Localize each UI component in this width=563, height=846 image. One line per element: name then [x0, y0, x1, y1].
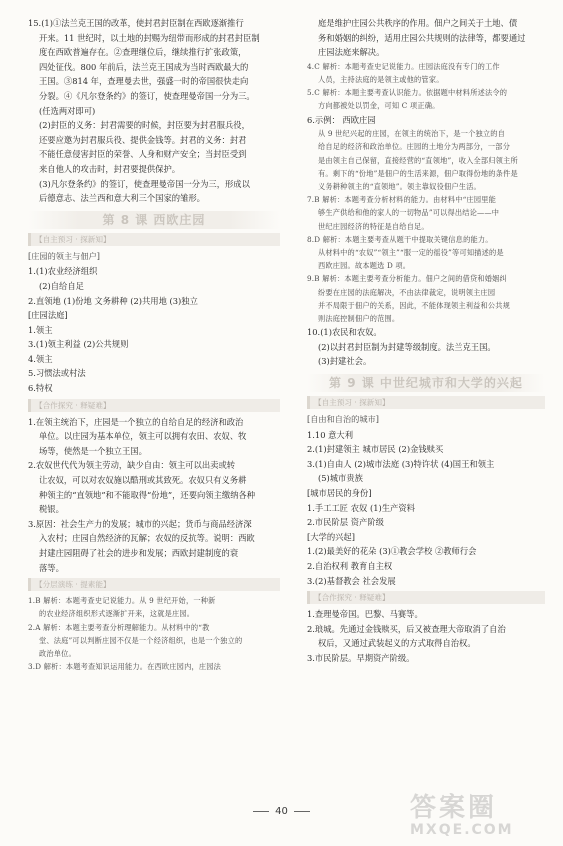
- text-line: 庄园法庭来解决。: [318, 47, 385, 58]
- lesson-8-title: 第 8 课 西欧庄园: [28, 211, 280, 229]
- text-line: 庭是维护庄园公共秩序的作用。佃户之间关于土地、债: [318, 18, 518, 28]
- subheading-manor-lord: [庄园的领主与佃户]: [28, 250, 100, 261]
- text-line: 2.A 解析：本题主要考查分析理解能力。从材料中的“教: [28, 622, 210, 632]
- text-line: [庄园法庭]: [28, 310, 68, 321]
- subheading-free-city: [自由和自治的城市]: [307, 414, 379, 425]
- text-line: 给自足的经济和政治单位。庄园的土地分为两部分，一部分: [318, 142, 511, 152]
- text-line: 10.(1)农民和农奴。: [307, 327, 382, 338]
- answer-block-preview: [28, 264, 280, 395]
- text-line: 够生产供给和他的家人的一切物品”可以得出结论——中: [318, 208, 500, 218]
- text-line: 2.(1)封建领主 城市居民 (2)金钱赎买: [307, 444, 444, 455]
- text-line: (任选两对即可): [39, 105, 96, 116]
- text-line: [大学的兴起]: [307, 531, 355, 542]
- text-line: 让农奴，可以对农奴施以酷刑或其致死。农奴只有义务耕: [39, 475, 247, 486]
- text-line: 1.10 意大利: [307, 429, 354, 440]
- text-line: 2.琅城。先通过金钱赎买，后又被查理大帝取消了自治: [307, 623, 506, 634]
- text-line: 1.B 解析：本题考查史记说能力。从 9 世纪开始，一种新: [28, 596, 216, 606]
- text-line: 封建庄园阻碍了社会的进步和发展；西欧封建制度的衰: [39, 548, 239, 558]
- text-line: 方向都被处以罚金，可知 C 项正确。: [318, 101, 440, 111]
- band-cooperation: 【合作探究 · 释疑难】: [28, 399, 280, 412]
- text-line: 并不局限于佃户的关系，因此，不能体现领主利益和公共规: [318, 300, 511, 310]
- text-line: 6.特权: [28, 383, 53, 394]
- lesson-9-title: 第 9 课 中世纪城市和大学的兴起: [307, 374, 545, 392]
- text-line: (5)城市贵族: [318, 473, 363, 484]
- text-line: 从材料中的“农奴”“领主”“服一定的徭役”等可知描述的是: [318, 248, 504, 258]
- text-line: 则法庭控制佃户的范围。: [318, 314, 400, 324]
- text-line: 义务耕种领主的“直领地”。领主靠奴役佃户生活。: [318, 182, 481, 191]
- band-practice: 【分层演练 · 提素能】: [28, 578, 280, 591]
- text-line: (3)凡尔登条约》的签订，使查理曼帝国一分为三，形成以: [39, 178, 250, 189]
- text-line: 1.查理曼帝国。巴黎、马赛等。: [307, 609, 423, 620]
- band-preview: 【自主预习 · 探新知】: [28, 233, 280, 246]
- text-line: 分裂。④《凡尔登条约》的签订，使查理曼帝国一分为三。: [39, 90, 255, 101]
- text-line: 纷要在庄园的法庭解决，不由法律裁定，说明领主庄园: [318, 287, 496, 297]
- text-line: (2)以封君封臣制为封建等级制度。法兰克王国。: [318, 341, 496, 352]
- text-line: 2.直领地 (1)份地 文务耕种 (2)共用地 (3)独立: [28, 295, 198, 306]
- text-line: [城市居民的身份]: [307, 487, 372, 498]
- text-line: 世纪庄园经济的特征是自给自足。: [318, 221, 429, 231]
- band-preview-9: 【自主预习 · 探新知】: [307, 396, 545, 409]
- text-line: 税银。: [39, 504, 64, 515]
- text-line: 堂、法庭”可以判断庄园不仅是一个经济组织，也是一个独立的: [39, 635, 243, 645]
- text-line: 8.D 解析：本题主要考查从题干中提取关键信息的能力。: [307, 234, 493, 244]
- text-line: 4.C 解析：本题考查史记说能力。庄园法庭没有专门的工作: [307, 61, 500, 71]
- text-line: 5.C 解析：本题主要考查认识能力。依据题中材料所述法令的: [307, 88, 508, 98]
- text-line: 1.手工工匠 农奴 (1)生产资料: [307, 502, 415, 513]
- text-line: 不能任意侵害封臣的荣誉、人身和财产安全；当封臣受到: [39, 149, 247, 160]
- text-line: 9.B 解析：本题主要考查分析能力。佃户之间的借贷和婚姻纠: [307, 274, 507, 284]
- text-line: 2.市民阶层 资产阶级: [307, 517, 384, 528]
- text-line: 是由领主自己保留，直接经营的“直领地”，收入全部归领主所: [318, 155, 518, 165]
- answer-block-continued: [307, 16, 545, 369]
- watermark-url: MXQE.COM: [410, 822, 514, 838]
- band-cooperation-9: 【合作探究 · 释疑难】: [307, 591, 545, 604]
- text-line: 的农业经济组织形式逐渐扩开来，这就是庄园。: [39, 609, 195, 619]
- text-line: 入农村；庄园自然经济的瓦解；农奴的反抗等。说明：西欧: [39, 533, 255, 544]
- watermark-text: 答案圈: [410, 793, 498, 823]
- answer-block-q15: [28, 16, 280, 206]
- text-line: 还要应邀为封君服兵役、提供金钱等。封君的义务：封君: [39, 134, 247, 145]
- text-line: 王国。③814 年，查理曼去世，强盛一时的帝国很快走向: [39, 76, 249, 87]
- text-line: 1.在领主统治下，庄园是一个独立的自给自足的经济和政治: [28, 416, 244, 427]
- text-line: 1.(2)最美好的花朵 (3)①教会学校 ②教师行会: [307, 546, 477, 557]
- text-line: 6.示例： 西欧庄园: [307, 114, 376, 125]
- text-line: 3.(1)领主利益 (2)公共规则: [28, 339, 129, 350]
- text-line: 度在西欧普遍存在。②查理继位后，继续推行扩张政策，: [39, 47, 247, 58]
- answer-block-cooperation-9: [307, 607, 545, 665]
- text-line: 2.自治权利 教育自主权: [307, 560, 393, 571]
- text-line: 3.(2)基督教会 社会发展: [307, 575, 396, 586]
- text-line: 种领主的“直领地”和不能取得“份地”，还要向领主缴纳各种: [39, 489, 256, 500]
- text-line: 单位。以庄园为基本单位，领主可以拥有农田、农奴、牧: [39, 431, 247, 442]
- text-line: 有。剩下的“份地”是佃户的生活来源，佃户取得份地的条件是: [318, 168, 518, 178]
- text-line: 落等。: [39, 562, 64, 573]
- text-line: (2)封臣的义务：封君需要的时候，封臣要为封君服兵役，: [39, 120, 250, 131]
- text-line: 3.D 解析：本题考查知识运用能力。在西欧庄园内，庄园法: [28, 662, 222, 672]
- text-line: 人员，主持法庭的是领主或他的管家。: [318, 74, 444, 84]
- text-line: 3.(1)自由人 (2)城市法庭 (3)特许状 (4)国王和领主: [307, 458, 495, 469]
- text-line: 3.市民阶层。早期资产阶级。: [307, 652, 415, 663]
- page-number: 40: [0, 806, 563, 817]
- text-line: 3.原因：社会生产力的发展；城市的兴起；货币与商品经济深: [28, 518, 252, 529]
- watermark-logo: [410, 794, 550, 842]
- answer-block-practice: [28, 594, 280, 673]
- text-line: 开来。11 世纪时，以土地的封赐为纽带而形成的封君封臣制: [39, 32, 260, 43]
- right-column: [307, 16, 545, 666]
- text-line: 政治单位。: [39, 649, 76, 658]
- text-line: 后德意志、法兰西和意大利三个国家的雏形。: [39, 193, 205, 204]
- text-line: 5.习惯法或村法: [28, 368, 86, 379]
- text-line: 7.B 解析：本题考查分析材料的能力。由材料中“庄园里能: [307, 195, 497, 205]
- text-line: 来自他人的攻击时，封君要提供保护。: [39, 163, 181, 174]
- text-line: 西欧庄园。故本题选 D 项。: [318, 261, 411, 271]
- text-line: (3)封建社会。: [318, 356, 372, 367]
- text-line: (2)自给自足: [39, 280, 84, 291]
- text-line: 权后，又通过武装起义的方式取得自治权。: [318, 638, 476, 649]
- text-line: 从 9 世纪兴起的庄园，在领主的统治下，是一个独立的自: [318, 129, 506, 139]
- answer-block-preview-9: [307, 428, 545, 589]
- text-line: 1.领主: [28, 324, 53, 335]
- answer-block-cooperation: [28, 415, 280, 576]
- text-line: 场等，使然是一个独立王国。: [39, 445, 147, 456]
- text-line: 2.农奴世代代为领主劳动，缺少自由：领主可以出卖或转: [28, 460, 236, 471]
- text-line: 4.领主: [28, 353, 53, 364]
- text-line: 四处征伐。800 年前后，法兰克王国成为当时西欧最大的: [39, 61, 249, 72]
- text-line: 1.(1)农业经济组织: [28, 266, 98, 277]
- text-line: 务和婚姻的纠纷，适用庄园公共规则的法律等，都要通过: [318, 32, 526, 43]
- left-column: [28, 16, 280, 673]
- text-line: 15.(1)①法兰克王国的改革，使封君封臣制在西欧逐渐推行: [28, 18, 244, 28]
